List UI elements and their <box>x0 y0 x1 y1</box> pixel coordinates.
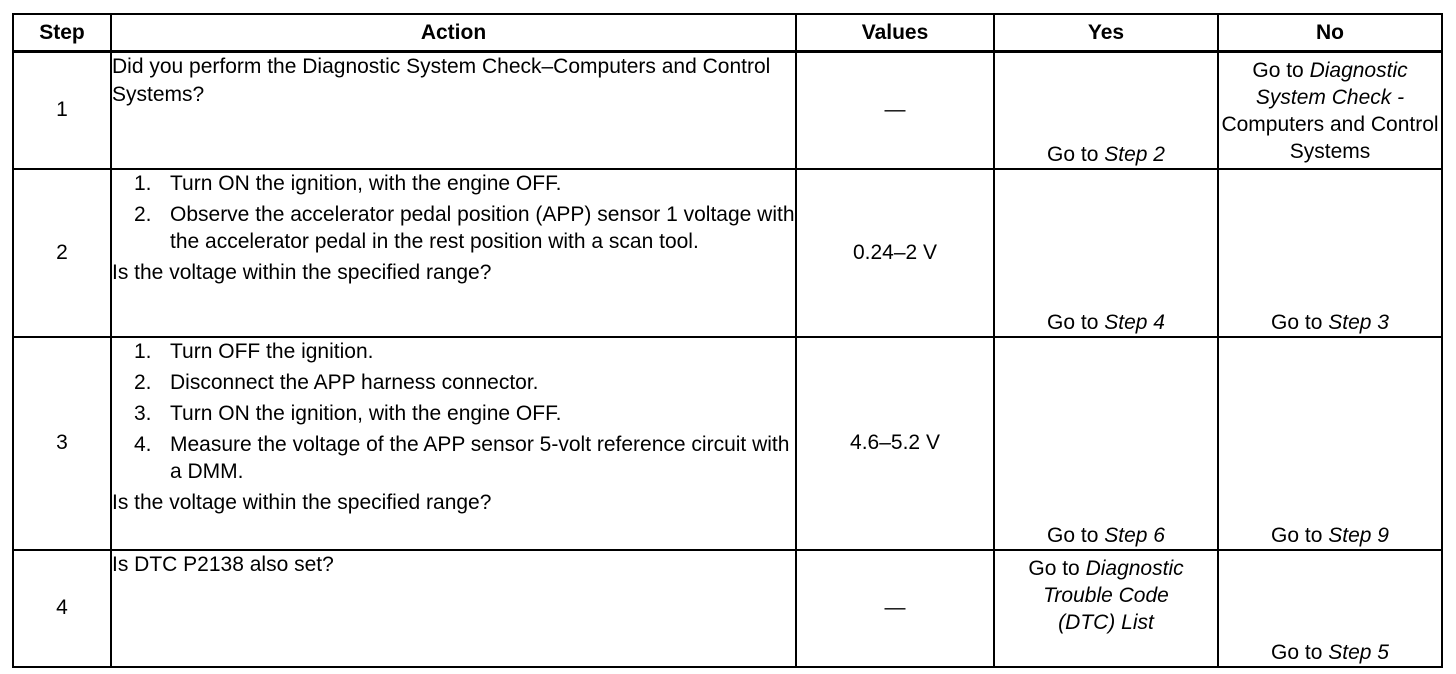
header-no: No <box>1218 14 1442 52</box>
action-question: Is DTC P2138 also set? <box>112 552 334 576</box>
table-row-step-3 <box>13 337 1442 550</box>
header-step: Step <box>13 14 111 52</box>
list-item: 1. Turn OFF the ignition. <box>134 339 374 363</box>
action-cell <box>111 169 796 337</box>
no-link[interactable]: Step 3 <box>1328 310 1389 334</box>
no-link[interactable]: Diagnostic System Check - <box>1255 59 1408 109</box>
list-item: 3. Turn ON the ignition, with the engine OFF. <box>134 401 562 425</box>
yes-cell: Go to Diagnostic Trouble Code (DTC) List <box>994 550 1218 667</box>
diagnostic-table <box>12 13 1443 668</box>
list-item: 2. Observe the accelerator pedal position (APP) sensor 1 voltage with the accelerator pedal in the rest position with a scan tool. <box>134 202 795 253</box>
value-cell: — <box>796 550 994 667</box>
header-yes: Yes <box>994 14 1218 52</box>
yes-cell: Go to Step 6 <box>994 337 1218 550</box>
action-question: Is the voltage within the specified range? <box>112 490 492 514</box>
step-number: 2 <box>13 169 111 337</box>
substep-list <box>112 338 795 485</box>
no-link[interactable]: Step 9 <box>1328 523 1389 547</box>
yes-link[interactable]: Step 6 <box>1104 523 1165 547</box>
no-cell: Go to Step 9 <box>1218 337 1442 550</box>
no-cell: Go to Step 3 <box>1218 169 1442 337</box>
action-cell <box>111 550 796 667</box>
header-row <box>13 14 1442 52</box>
list-item: 4. Measure the voltage of the APP sensor 5-volt reference circuit with a DMM. <box>134 432 790 483</box>
step-number: 4 <box>13 550 111 667</box>
action-cell <box>111 337 796 550</box>
value-cell: 4.6–5.2 V <box>796 337 994 550</box>
action-question: Is the voltage within the specified range? <box>112 260 492 284</box>
table-row-step-1 <box>13 52 1442 169</box>
no-cell: Go to Diagnostic System Check - Computers and Control Systems <box>1218 52 1442 169</box>
list-item: 1. Turn ON the ignition, with the engine OFF. <box>134 171 562 195</box>
table-row-step-4 <box>13 550 1442 667</box>
value-cell: 0.24–2 V <box>796 169 994 337</box>
action-question: Did you perform the Diagnostic System Check–Computers and Control Systems? <box>112 55 771 106</box>
no-link-suffix[interactable]: Computers and Control Systems <box>1221 113 1439 163</box>
step-number: 1 <box>13 52 111 169</box>
yes-link[interactable]: Step 2 <box>1104 142 1165 166</box>
yes-link[interactable]: Diagnostic Trouble Code (DTC) List <box>1043 556 1184 634</box>
value-cell: — <box>796 52 994 169</box>
yes-link[interactable]: Step 4 <box>1104 310 1165 334</box>
yes-cell: Go to Step 4 <box>994 169 1218 337</box>
substep-list <box>112 170 795 255</box>
header-values: Values <box>796 14 994 52</box>
header-action: Action <box>111 14 796 52</box>
action-cell <box>111 52 796 169</box>
yes-cell: Go to Step 2 <box>994 52 1218 169</box>
no-cell: Go to Step 5 <box>1218 550 1442 667</box>
list-item: 2. Disconnect the APP harness connector. <box>134 370 539 394</box>
table-row-step-2 <box>13 169 1442 337</box>
no-link[interactable]: Step 5 <box>1328 640 1389 664</box>
step-number: 3 <box>13 337 111 550</box>
